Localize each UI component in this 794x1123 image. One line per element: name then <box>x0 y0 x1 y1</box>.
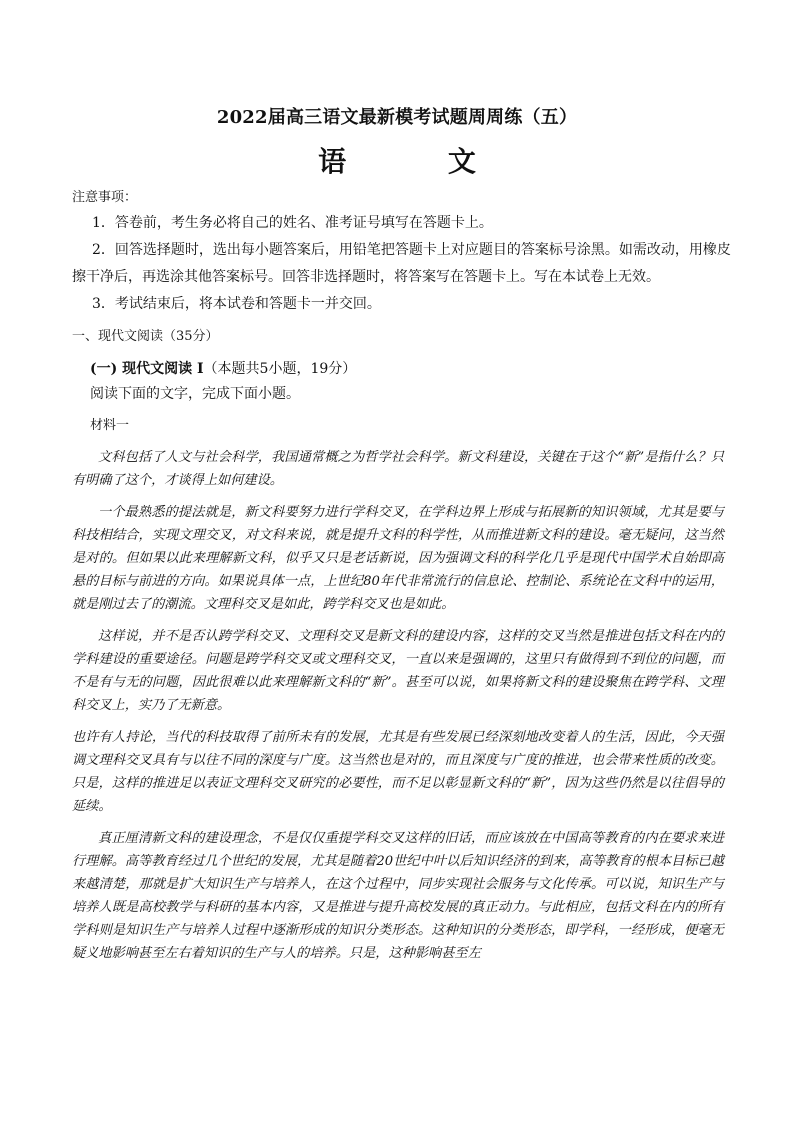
passage-paragraph: 真正厘清新文科的建设理念，不是仅仅重提学科交叉这样的旧话，而应该放在中国高等教育的内在要求来进行理解。高等教育经过几个世纪的发展，尤其是随着20世纪中叶以后知识经济的到来，高等教育的根本目标已越来越清楚，那就是扩大知识生产与培养人，在这个过程中，同步实现社会服务与文化传承。可以说，知识生产与培养人既是高校教学与科研的基本内容，又是推进与提升高校发展的真正动力。与此相应，包括文科在内的所有学科则是知识生产与培养人过程中逐渐形成的知识分类形态。这种知识的分类形态，即学科，一经形成，便毫无疑义地影响甚至左右着知识的生产与人的培养。只是，这种影响甚至左 <box>72 831 724 961</box>
passage-body <box>72 446 724 974</box>
subsection-heading <box>90 357 730 382</box>
subsection-block <box>90 357 730 407</box>
notice-item: 1．答卷前，考生务必将自己的姓名、准考证号填写在答题卡上。 <box>92 215 493 231</box>
material-label: 材料一 <box>90 418 130 433</box>
reading-instruction: 阅读下面的文字，完成下面小题。 <box>90 386 300 402</box>
notice-item: 2．回答选择题时，选出每小题答案后，用铅笔把答题卡上对应题目的答案标号涂黑。如需改动，用橡皮擦干净后，再选涂其他答案标号。回答非选择题时，将答案写在答题卡上。写在本试卷上无效。 <box>72 242 731 285</box>
notice-heading: 注意事项： <box>72 190 138 205</box>
passage-paragraph: 一个最熟悉的提法就是，新文科要努力进行学科交叉，在学科边界上形成与拓展新的知识领域，尤其是要与科技相结合，实现文理交叉，对文科来说，就是提升文科的科学性，从而推进新文科的建设。毫无疑问，这当然是对的。但如果以此来理解新文科，似乎又只是老话新说，因为强调文科的科学化几乎是现代中国学术自始即高悬的目标与前进的方向。如果说具体一点，上世纪80年代非常流行的信息论、控制论、系统论在文科中的运用，就是刚过去了的潮流。文理科交叉是如此，跨学科交叉也是如此。 <box>72 505 724 612</box>
passage-paragraph: 也许有人持论，当代的科技取得了前所未有的发展，尤其是有些发展已经深刻地改变着人的生活，因此，今天强调文理科交叉具有与以往不同的深度与广度。这当然也是对的，而且深度与广度的推进，也会带来性质的改变。只是，这样的推进足以表证文理科交叉研究的必要性，而不足以彰显新文科的“新”，因为这些仍然是以往倡导的延续。 <box>72 730 724 814</box>
subsection-title: (一) 现代文阅读 I <box>90 361 204 377</box>
section-heading: 一、现代文阅读（35分） <box>72 329 219 344</box>
subsection-score: （本题共5小题，19分） <box>203 361 357 377</box>
passage-paragraph: 这样说，并不是否认跨学科交叉、文理科交叉是新文科的建设内容，这样的交叉当然是推进包括文科在内的学科建设的重要途径。问题是跨学科交叉或文理科交叉，一直以来是强调的，这里只有做得到不到位的问题，而不是有与无的问题，因此很难以此来理解新文科的“新”。甚至可以说，如果将新文科的建设聚焦在跨学科、文理科交叉上，实乃了无新意。 <box>72 629 724 713</box>
notice-item: 3．考试结束后，将本试卷和答题卡一并交回。 <box>92 296 381 312</box>
exam-title: 2022届高三语文最新模考试题周周练（五） <box>216 107 578 128</box>
subject-heading: 语 文 <box>318 145 522 178</box>
notice-block <box>72 188 732 318</box>
passage-paragraph: 文科包括了人文与社会科学，我国通常概之为哲学社会科学。新文科建设，关键在于这个“新”是指什么？只有明确了这个，才谈得上如何建设。 <box>72 450 724 488</box>
